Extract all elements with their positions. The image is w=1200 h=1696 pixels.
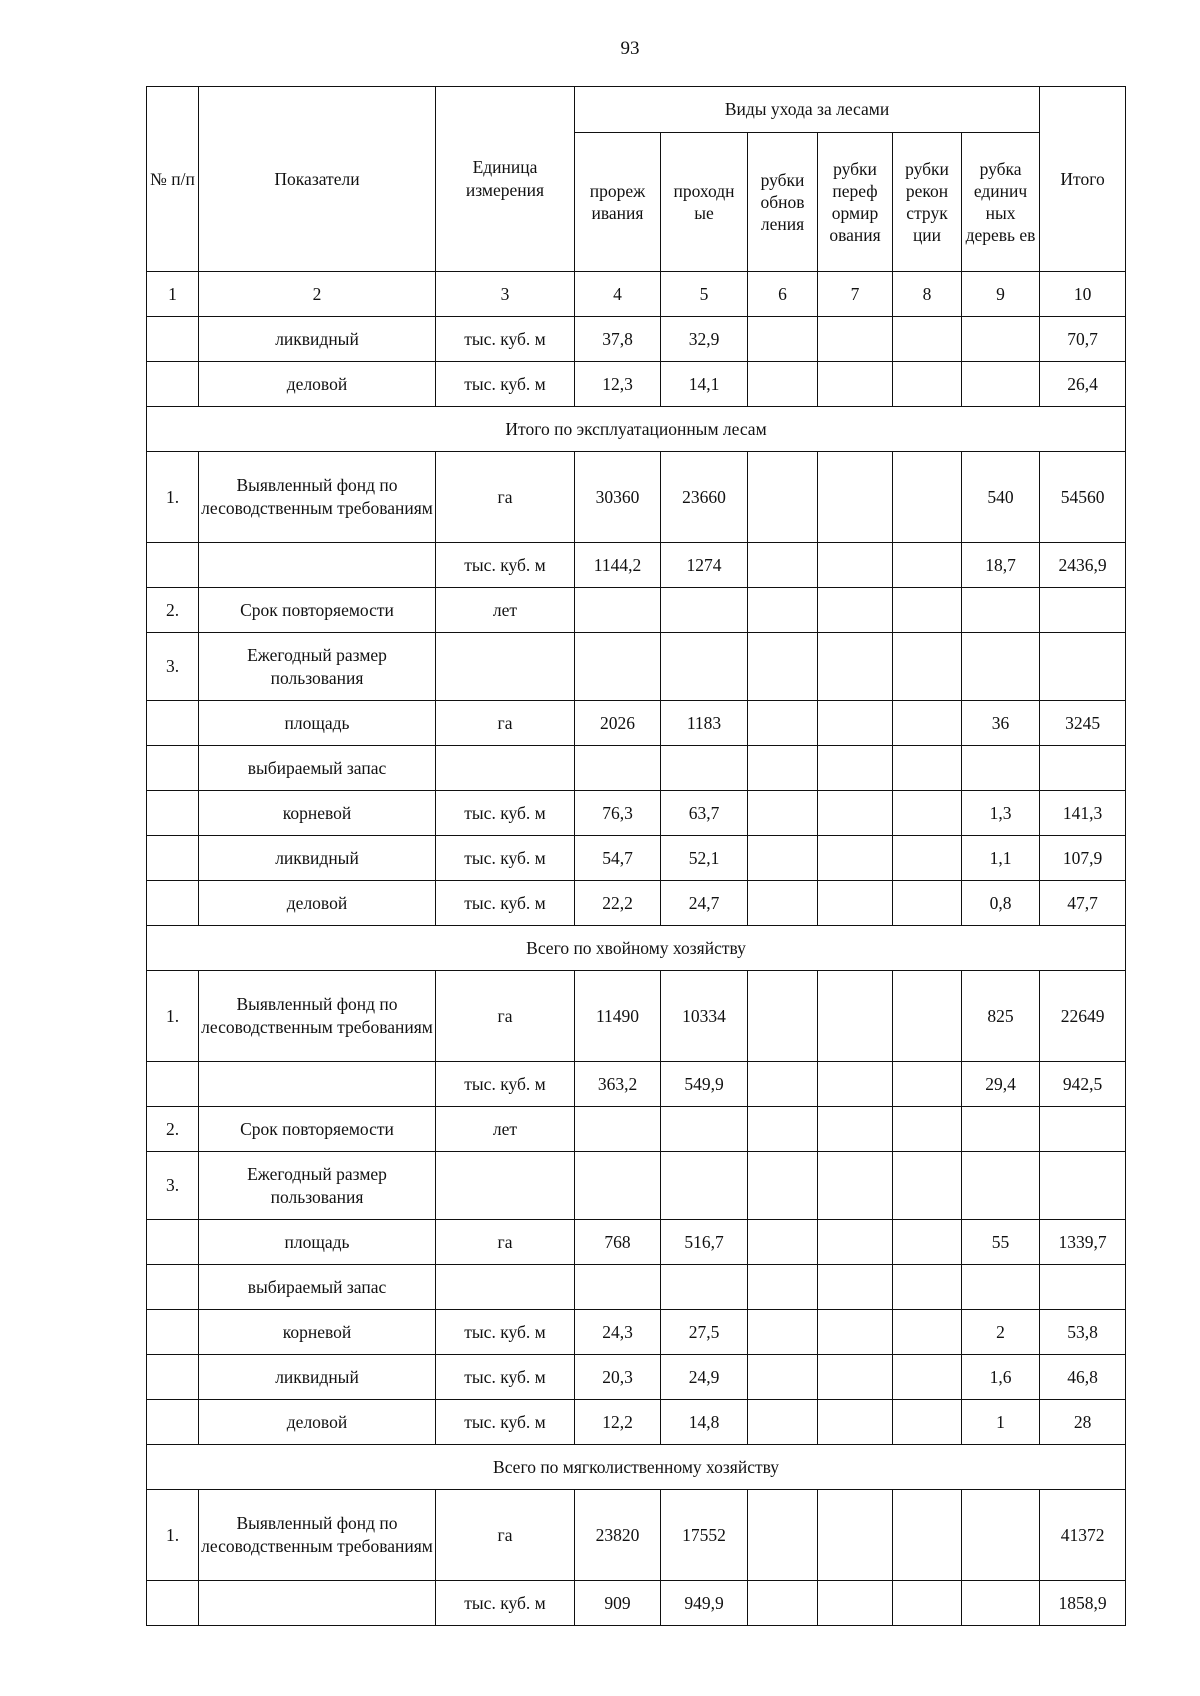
cell-renewal bbox=[748, 1490, 818, 1581]
cell-single-trees bbox=[962, 746, 1040, 791]
header-reformation: рубки переф ормир ования bbox=[818, 133, 893, 272]
cell-reconstruction bbox=[893, 1310, 962, 1355]
cell-indicator: деловой bbox=[199, 881, 436, 926]
cell-indicator: корневой bbox=[199, 1310, 436, 1355]
cell-reformation bbox=[818, 971, 893, 1062]
cell-no bbox=[147, 1220, 199, 1265]
table-row bbox=[147, 1581, 1126, 1626]
cell-renewal bbox=[748, 1581, 818, 1626]
column-number: 8 bbox=[893, 272, 962, 317]
cell-thinning bbox=[575, 1265, 661, 1310]
cell-unit: тыс. куб. м bbox=[436, 1062, 575, 1107]
cell-indicator bbox=[199, 543, 436, 588]
cell-reformation bbox=[818, 1355, 893, 1400]
cell-passage: 24,7 bbox=[661, 881, 748, 926]
cell-unit: га bbox=[436, 1490, 575, 1581]
cell-passage: 63,7 bbox=[661, 791, 748, 836]
cell-passage: 549,9 bbox=[661, 1062, 748, 1107]
cell-total bbox=[1040, 633, 1126, 701]
cell-reformation bbox=[818, 1107, 893, 1152]
cell-passage bbox=[661, 588, 748, 633]
cell-passage bbox=[661, 633, 748, 701]
cell-passage: 27,5 bbox=[661, 1310, 748, 1355]
cell-thinning: 23820 bbox=[575, 1490, 661, 1581]
cell-single-trees: 825 bbox=[962, 971, 1040, 1062]
table-row bbox=[147, 971, 1126, 1062]
cell-unit: тыс. куб. м bbox=[436, 836, 575, 881]
column-number: 4 bbox=[575, 272, 661, 317]
cell-renewal bbox=[748, 971, 818, 1062]
column-number: 7 bbox=[818, 272, 893, 317]
cell-no bbox=[147, 836, 199, 881]
cell-no bbox=[147, 701, 199, 746]
cell-reformation bbox=[818, 452, 893, 543]
cell-reformation bbox=[818, 543, 893, 588]
page-number: 93 bbox=[620, 38, 640, 59]
table-row bbox=[147, 836, 1126, 881]
column-number: 5 bbox=[661, 272, 748, 317]
header-renewal: рубки обнов ления bbox=[748, 133, 818, 272]
cell-renewal bbox=[748, 588, 818, 633]
cell-reformation bbox=[818, 1581, 893, 1626]
cell-reconstruction bbox=[893, 791, 962, 836]
header-reconstruction: рубки рекон струк ции bbox=[893, 133, 962, 272]
table-body bbox=[147, 272, 1126, 1626]
table-row bbox=[147, 452, 1126, 543]
cell-reformation bbox=[818, 1310, 893, 1355]
cell-thinning: 2026 bbox=[575, 701, 661, 746]
cell-total: 54560 bbox=[1040, 452, 1126, 543]
cell-reconstruction bbox=[893, 362, 962, 407]
cell-thinning: 12,3 bbox=[575, 362, 661, 407]
header-indicator: Показатели bbox=[199, 87, 436, 272]
cell-reconstruction bbox=[893, 1107, 962, 1152]
cell-indicator: Срок повторяемости bbox=[199, 1107, 436, 1152]
table-row bbox=[147, 1265, 1126, 1310]
section-title: Итого по эксплуатационным лесам bbox=[147, 407, 1126, 452]
cell-indicator: ликвидный bbox=[199, 1355, 436, 1400]
cell-thinning: 37,8 bbox=[575, 317, 661, 362]
column-number: 3 bbox=[436, 272, 575, 317]
cell-no: 3. bbox=[147, 1152, 199, 1220]
cell-indicator: корневой bbox=[199, 791, 436, 836]
cell-single-trees: 36 bbox=[962, 701, 1040, 746]
cell-no: 1. bbox=[147, 971, 199, 1062]
table-row bbox=[147, 1107, 1126, 1152]
cell-reformation bbox=[818, 1152, 893, 1220]
cell-total: 22649 bbox=[1040, 971, 1126, 1062]
header-passage: проходн ые bbox=[661, 133, 748, 272]
cell-total: 3245 bbox=[1040, 701, 1126, 746]
cell-reformation bbox=[818, 836, 893, 881]
cell-thinning bbox=[575, 588, 661, 633]
cell-single-trees: 29,4 bbox=[962, 1062, 1040, 1107]
cell-renewal bbox=[748, 836, 818, 881]
cell-indicator bbox=[199, 1062, 436, 1107]
section-header-row bbox=[147, 1445, 1126, 1490]
cell-reconstruction bbox=[893, 317, 962, 362]
cell-renewal bbox=[748, 746, 818, 791]
cell-total: 47,7 bbox=[1040, 881, 1126, 926]
header-group-care-types: Виды ухода за лесами bbox=[575, 87, 1040, 133]
cell-unit: га bbox=[436, 701, 575, 746]
cell-renewal bbox=[748, 1400, 818, 1445]
cell-reconstruction bbox=[893, 633, 962, 701]
cell-total: 53,8 bbox=[1040, 1310, 1126, 1355]
table-row bbox=[147, 1490, 1126, 1581]
cell-no bbox=[147, 1355, 199, 1400]
cell-renewal bbox=[748, 543, 818, 588]
cell-reconstruction bbox=[893, 1581, 962, 1626]
header-no: № п/п bbox=[147, 87, 199, 272]
cell-thinning: 768 bbox=[575, 1220, 661, 1265]
cell-total: 1339,7 bbox=[1040, 1220, 1126, 1265]
cell-unit: га bbox=[436, 1220, 575, 1265]
cell-reformation bbox=[818, 1062, 893, 1107]
cell-indicator: ликвидный bbox=[199, 317, 436, 362]
cell-thinning: 1144,2 bbox=[575, 543, 661, 588]
cell-passage bbox=[661, 1107, 748, 1152]
cell-unit bbox=[436, 1265, 575, 1310]
cell-unit: тыс. куб. м bbox=[436, 1355, 575, 1400]
cell-thinning bbox=[575, 1152, 661, 1220]
cell-renewal bbox=[748, 1355, 818, 1400]
section-header-row bbox=[147, 926, 1126, 971]
cell-reformation bbox=[818, 1265, 893, 1310]
cell-no: 3. bbox=[147, 633, 199, 701]
cell-no: 1. bbox=[147, 1490, 199, 1581]
table-header bbox=[147, 87, 1126, 272]
cell-thinning: 363,2 bbox=[575, 1062, 661, 1107]
cell-thinning: 22,2 bbox=[575, 881, 661, 926]
cell-reformation bbox=[818, 317, 893, 362]
cell-no bbox=[147, 791, 199, 836]
cell-thinning: 24,3 bbox=[575, 1310, 661, 1355]
cell-reconstruction bbox=[893, 881, 962, 926]
cell-single-trees: 18,7 bbox=[962, 543, 1040, 588]
cell-indicator: Выявленный фонд по лесоводственным требованиям bbox=[199, 452, 436, 543]
table-row bbox=[147, 1152, 1126, 1220]
cell-no bbox=[147, 1581, 199, 1626]
cell-total: 1858,9 bbox=[1040, 1581, 1126, 1626]
cell-renewal bbox=[748, 1062, 818, 1107]
cell-thinning: 76,3 bbox=[575, 791, 661, 836]
cell-passage: 10334 bbox=[661, 971, 748, 1062]
cell-unit: тыс. куб. м bbox=[436, 791, 575, 836]
table-row bbox=[147, 1310, 1126, 1355]
cell-reconstruction bbox=[893, 543, 962, 588]
cell-passage: 52,1 bbox=[661, 836, 748, 881]
cell-reconstruction bbox=[893, 452, 962, 543]
cell-indicator bbox=[199, 1581, 436, 1626]
cell-reformation bbox=[818, 1490, 893, 1581]
cell-passage: 14,1 bbox=[661, 362, 748, 407]
table-row bbox=[147, 633, 1126, 701]
cell-no bbox=[147, 881, 199, 926]
cell-reconstruction bbox=[893, 701, 962, 746]
cell-reconstruction bbox=[893, 588, 962, 633]
cell-total bbox=[1040, 1265, 1126, 1310]
table-row bbox=[147, 1220, 1126, 1265]
cell-indicator: Срок повторяемости bbox=[199, 588, 436, 633]
table-row bbox=[147, 1355, 1126, 1400]
cell-thinning: 11490 bbox=[575, 971, 661, 1062]
cell-no bbox=[147, 1310, 199, 1355]
cell-single-trees bbox=[962, 1581, 1040, 1626]
column-numbering-row bbox=[147, 272, 1126, 317]
cell-no bbox=[147, 1400, 199, 1445]
cell-reconstruction bbox=[893, 1355, 962, 1400]
header-thinning: прореж ивания bbox=[575, 133, 661, 272]
cell-total: 2436,9 bbox=[1040, 543, 1126, 588]
cell-reconstruction bbox=[893, 1490, 962, 1581]
cell-single-trees: 55 bbox=[962, 1220, 1040, 1265]
cell-unit bbox=[436, 1152, 575, 1220]
cell-no: 2. bbox=[147, 588, 199, 633]
cell-reformation bbox=[818, 1400, 893, 1445]
column-number: 1 bbox=[147, 272, 199, 317]
cell-no bbox=[147, 1062, 199, 1107]
cell-total bbox=[1040, 746, 1126, 791]
cell-reconstruction bbox=[893, 836, 962, 881]
cell-indicator: площадь bbox=[199, 701, 436, 746]
header-total: Итого bbox=[1040, 87, 1126, 272]
cell-no bbox=[147, 746, 199, 791]
cell-thinning: 20,3 bbox=[575, 1355, 661, 1400]
cell-renewal bbox=[748, 362, 818, 407]
header-unit: Единица измерения bbox=[436, 87, 575, 272]
cell-renewal bbox=[748, 791, 818, 836]
cell-thinning: 30360 bbox=[575, 452, 661, 543]
cell-unit: тыс. куб. м bbox=[436, 1581, 575, 1626]
cell-indicator: Ежегодный размер пользования bbox=[199, 633, 436, 701]
table-row bbox=[147, 881, 1126, 926]
cell-reconstruction bbox=[893, 1062, 962, 1107]
cell-total: 141,3 bbox=[1040, 791, 1126, 836]
cell-passage: 1274 bbox=[661, 543, 748, 588]
table-row bbox=[147, 543, 1126, 588]
cell-total: 70,7 bbox=[1040, 317, 1126, 362]
cell-total bbox=[1040, 1152, 1126, 1220]
cell-unit: тыс. куб. м bbox=[436, 543, 575, 588]
cell-passage bbox=[661, 1152, 748, 1220]
cell-single-trees bbox=[962, 1490, 1040, 1581]
cell-single-trees bbox=[962, 588, 1040, 633]
table-row bbox=[147, 588, 1126, 633]
cell-unit bbox=[436, 633, 575, 701]
header-single-trees: рубка единич ных деревь ев bbox=[962, 133, 1040, 272]
cell-reconstruction bbox=[893, 746, 962, 791]
cell-no bbox=[147, 317, 199, 362]
table-row bbox=[147, 1062, 1126, 1107]
cell-renewal bbox=[748, 701, 818, 746]
column-number: 6 bbox=[748, 272, 818, 317]
cell-reformation bbox=[818, 588, 893, 633]
cell-renewal bbox=[748, 317, 818, 362]
cell-renewal bbox=[748, 1152, 818, 1220]
cell-unit: тыс. куб. м bbox=[436, 362, 575, 407]
cell-total: 28 bbox=[1040, 1400, 1126, 1445]
cell-thinning: 54,7 bbox=[575, 836, 661, 881]
cell-total: 942,5 bbox=[1040, 1062, 1126, 1107]
table-row bbox=[147, 746, 1126, 791]
cell-total: 41372 bbox=[1040, 1490, 1126, 1581]
cell-reconstruction bbox=[893, 1152, 962, 1220]
cell-unit: га bbox=[436, 452, 575, 543]
cell-reformation bbox=[818, 791, 893, 836]
cell-reformation bbox=[818, 1220, 893, 1265]
cell-passage: 516,7 bbox=[661, 1220, 748, 1265]
cell-total bbox=[1040, 588, 1126, 633]
cell-single-trees: 1,3 bbox=[962, 791, 1040, 836]
cell-no bbox=[147, 1265, 199, 1310]
cell-reconstruction bbox=[893, 1220, 962, 1265]
cell-reconstruction bbox=[893, 1400, 962, 1445]
table-row bbox=[147, 1400, 1126, 1445]
cell-reconstruction bbox=[893, 971, 962, 1062]
cell-unit bbox=[436, 746, 575, 791]
cell-single-trees bbox=[962, 1152, 1040, 1220]
forest-care-table bbox=[146, 86, 1126, 1626]
cell-thinning bbox=[575, 633, 661, 701]
cell-passage: 17552 bbox=[661, 1490, 748, 1581]
cell-single-trees bbox=[962, 362, 1040, 407]
cell-renewal bbox=[748, 452, 818, 543]
cell-reformation bbox=[818, 633, 893, 701]
cell-single-trees bbox=[962, 317, 1040, 362]
table-row bbox=[147, 791, 1126, 836]
cell-renewal bbox=[748, 1310, 818, 1355]
cell-unit: тыс. куб. м bbox=[436, 1310, 575, 1355]
cell-renewal bbox=[748, 881, 818, 926]
cell-passage bbox=[661, 746, 748, 791]
cell-total: 46,8 bbox=[1040, 1355, 1126, 1400]
cell-unit: лет bbox=[436, 588, 575, 633]
cell-no bbox=[147, 362, 199, 407]
cell-unit: тыс. куб. м bbox=[436, 881, 575, 926]
cell-single-trees: 1,1 bbox=[962, 836, 1040, 881]
cell-no: 1. bbox=[147, 452, 199, 543]
cell-passage: 32,9 bbox=[661, 317, 748, 362]
cell-indicator: деловой bbox=[199, 362, 436, 407]
cell-indicator: Ежегодный размер пользования bbox=[199, 1152, 436, 1220]
table-row bbox=[147, 701, 1126, 746]
cell-passage: 14,8 bbox=[661, 1400, 748, 1445]
cell-no: 2. bbox=[147, 1107, 199, 1152]
cell-passage: 1183 bbox=[661, 701, 748, 746]
cell-indicator: ликвидный bbox=[199, 836, 436, 881]
cell-indicator: площадь bbox=[199, 1220, 436, 1265]
cell-single-trees: 1 bbox=[962, 1400, 1040, 1445]
cell-passage: 23660 bbox=[661, 452, 748, 543]
table-row bbox=[147, 362, 1126, 407]
cell-total bbox=[1040, 1107, 1126, 1152]
cell-unit: лет bbox=[436, 1107, 575, 1152]
cell-renewal bbox=[748, 1265, 818, 1310]
cell-reformation bbox=[818, 881, 893, 926]
cell-total: 107,9 bbox=[1040, 836, 1126, 881]
cell-single-trees bbox=[962, 1265, 1040, 1310]
cell-indicator: выбираемый запас bbox=[199, 1265, 436, 1310]
column-number: 9 bbox=[962, 272, 1040, 317]
cell-single-trees bbox=[962, 1107, 1040, 1152]
cell-single-trees: 1,6 bbox=[962, 1355, 1040, 1400]
table-row bbox=[147, 317, 1126, 362]
column-number: 10 bbox=[1040, 272, 1126, 317]
cell-renewal bbox=[748, 1107, 818, 1152]
column-number: 2 bbox=[199, 272, 436, 317]
cell-total: 26,4 bbox=[1040, 362, 1126, 407]
cell-indicator: деловой bbox=[199, 1400, 436, 1445]
cell-indicator: Выявленный фонд по лесоводственным требованиям bbox=[199, 971, 436, 1062]
section-header-row bbox=[147, 407, 1126, 452]
cell-indicator: Выявленный фонд по лесоводственным требованиям bbox=[199, 1490, 436, 1581]
cell-no bbox=[147, 543, 199, 588]
cell-indicator: выбираемый запас bbox=[199, 746, 436, 791]
cell-unit: тыс. куб. м bbox=[436, 1400, 575, 1445]
cell-passage: 949,9 bbox=[661, 1581, 748, 1626]
cell-thinning: 12,2 bbox=[575, 1400, 661, 1445]
cell-reformation bbox=[818, 701, 893, 746]
section-title: Всего по мягколиственному хозяйству bbox=[147, 1445, 1126, 1490]
cell-thinning bbox=[575, 746, 661, 791]
cell-passage bbox=[661, 1265, 748, 1310]
section-title: Всего по хвойному хозяйству bbox=[147, 926, 1126, 971]
cell-passage: 24,9 bbox=[661, 1355, 748, 1400]
cell-thinning bbox=[575, 1107, 661, 1152]
cell-single-trees: 540 bbox=[962, 452, 1040, 543]
cell-reconstruction bbox=[893, 1265, 962, 1310]
cell-thinning: 909 bbox=[575, 1581, 661, 1626]
cell-unit: тыс. куб. м bbox=[436, 317, 575, 362]
cell-renewal bbox=[748, 1220, 818, 1265]
cell-unit: га bbox=[436, 971, 575, 1062]
cell-renewal bbox=[748, 633, 818, 701]
cell-reformation bbox=[818, 746, 893, 791]
cell-single-trees bbox=[962, 633, 1040, 701]
cell-single-trees: 2 bbox=[962, 1310, 1040, 1355]
cell-single-trees: 0,8 bbox=[962, 881, 1040, 926]
cell-reformation bbox=[818, 362, 893, 407]
